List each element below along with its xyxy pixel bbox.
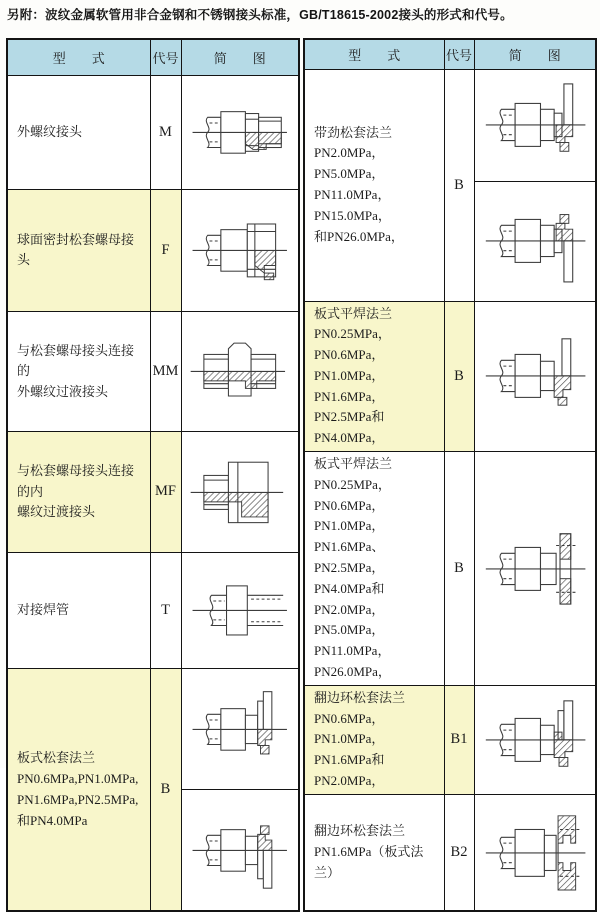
- table-row: [304, 69, 596, 181]
- table-row: [7, 669, 299, 790]
- table-row: [7, 552, 299, 669]
- column-header-code: 代号: [444, 39, 474, 69]
- lapped-ring-plate-flange-diagram: [478, 808, 591, 898]
- code-cell: MF: [150, 432, 181, 552]
- page-title: 另附：波纹金属软管用非合金钢和不锈钢接头标准，GB/T18615-2002接头的形式和代号。: [7, 8, 513, 22]
- type-cell: 外螺纹接头: [7, 75, 150, 189]
- plate-weld-flange-up-diagram: [478, 331, 591, 421]
- neck-loose-flange-down-diagram: [478, 196, 591, 286]
- code-cell: MM: [150, 312, 181, 432]
- plate-loose-flange-down-diagram: [185, 807, 295, 894]
- sphere-seal-loose-nut-fitting-diagram: [185, 207, 295, 294]
- type-cell: 球面密封松套螺母接头: [7, 189, 150, 312]
- butt-weld-pipe-diagram: [185, 567, 295, 654]
- code-cell: B: [444, 69, 474, 301]
- diagram-cell: [474, 685, 596, 794]
- diagram-cell: [181, 552, 299, 669]
- male-thread-fitting-diagram: [185, 89, 295, 176]
- code-cell: M: [150, 75, 181, 189]
- diagram-cell: [474, 301, 596, 452]
- table-row: [304, 452, 596, 686]
- code-cell: B2: [444, 794, 474, 911]
- type-cell: 带劲松套法兰 PN2.0MPa，PN5.0MPa， PN11.0MPa，PN15.0MPa， 和PN26.0MPa，: [304, 69, 444, 301]
- type-cell: 板式松套法兰 PN0.6MPa,PN1.0MPa, PN1.6MPa,PN2.5MPa, 和PN4.0MPa: [7, 669, 150, 912]
- table-row: [7, 75, 299, 189]
- type-cell: 与松套螺母接头连接的 外螺纹过液接头: [7, 312, 150, 432]
- column-header-code: 代号: [150, 39, 181, 75]
- table-row: [304, 685, 596, 794]
- diagram-cell: [181, 312, 299, 432]
- code-cell: T: [150, 552, 181, 669]
- fitting-tables: [6, 38, 597, 912]
- type-cell: 翻边环松套法兰 PN0.6MPa，PN1.0MPa， PN1.6MPa和PN2.0MPa，: [304, 685, 444, 794]
- male-female-adapter-fitting-diagram: [185, 449, 295, 536]
- lapped-ring-loose-flange-diagram: [478, 695, 591, 785]
- diagram-cell: [474, 794, 596, 911]
- diagram-cell: [181, 790, 299, 911]
- diagram-cell: [474, 452, 596, 686]
- table-row: [304, 301, 596, 452]
- diagram-cell: [181, 669, 299, 790]
- column-header-diagram: 简 图: [181, 39, 299, 75]
- diagram-cell: [474, 69, 596, 181]
- table-header-row: [7, 39, 299, 75]
- code-cell: F: [150, 189, 181, 312]
- code-cell: B: [444, 452, 474, 686]
- table-row: [304, 794, 596, 911]
- table-row: [7, 189, 299, 312]
- table-row: [7, 432, 299, 552]
- type-cell: 板式平焊法兰 PN0.25MPa，PN0.6MPa， PN1.0MPa，PN1.6MPa， PN2.5MPa和PN4.0MPa，: [304, 301, 444, 452]
- code-cell: B1: [444, 685, 474, 794]
- column-header-type: 型 式: [304, 39, 444, 69]
- plate-loose-flange-up-diagram: [185, 686, 295, 773]
- column-header-type: 型 式: [7, 39, 150, 75]
- type-cell: 与松套螺母接头连接的内 螺纹过渡接头: [7, 432, 150, 552]
- diagram-cell: [474, 181, 596, 301]
- diagram-cell: [181, 189, 299, 312]
- code-cell: B: [150, 669, 181, 912]
- type-cell: 板式平焊法兰 PN0.25MPa，PN0.6MPa， PN1.0MPa，PN1.6MPa、 PN2.5MPa，PN4.0MPa和 PN2.0MPa，PN5.0MPa， PN11.0MPa，PN26.0MPa，: [304, 452, 444, 686]
- plate-weld-flange-full-diagram: [478, 524, 591, 614]
- type-cell: 对接焊管: [7, 552, 150, 669]
- column-header-diagram: 简 图: [474, 39, 596, 69]
- table-header-row: [304, 39, 596, 69]
- code-cell: B: [444, 301, 474, 452]
- type-cell: 翻边环松套法兰 PN1.6MPa（板式法兰）: [304, 794, 444, 911]
- male-male-adapter-fitting-diagram: [185, 328, 295, 415]
- fitting-table-right: [303, 38, 597, 912]
- fitting-table-left: [6, 38, 300, 912]
- table-row: [7, 312, 299, 432]
- neck-loose-flange-up-diagram: [478, 80, 591, 170]
- diagram-cell: [181, 432, 299, 552]
- diagram-cell: [181, 75, 299, 189]
